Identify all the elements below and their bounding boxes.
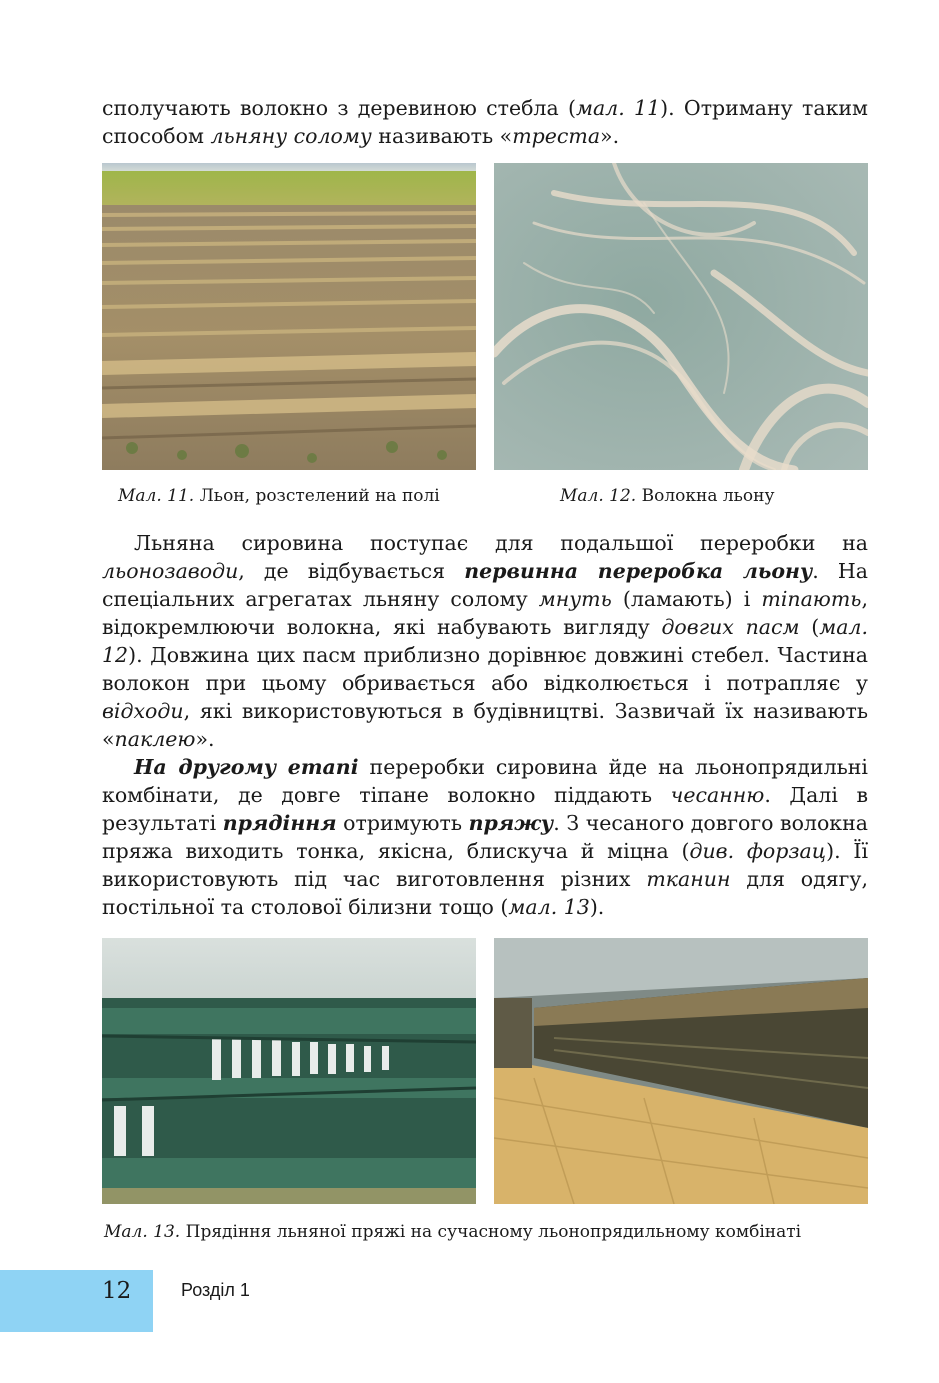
text-run: . На спеціальних агрегатах льняну солому <box>102 559 869 611</box>
caption-text: Прядіння льняної пряжі на сучасному льонопрядильному комбінаті <box>185 1222 802 1242</box>
term: тіпають <box>761 587 862 611</box>
text-run: , де відбувається <box>238 559 465 583</box>
key-term: На другому етапі <box>134 755 359 779</box>
text-run: сполучають волокно з деревиною стебла ( <box>102 96 576 120</box>
key-term: пряжу <box>468 811 554 835</box>
figure-12-caption <box>560 485 775 507</box>
caption-ref: Мал. 11. <box>118 486 195 506</box>
term: мнуть <box>538 587 612 611</box>
caption-text: Волокна льону <box>641 486 775 506</box>
term: тканин <box>646 867 731 891</box>
text-run: ). Довжина цих пасм приблизно дорівнює довжині стебел. Частина волокон при цьому обривається або відколюється і потрапляє у <box>102 643 868 695</box>
figure-reference: мал. 13 <box>508 895 590 919</box>
text-run: (ламають) і <box>611 587 762 611</box>
text-run: ). <box>589 895 605 919</box>
text-run: отримують <box>336 811 469 835</box>
spinning-mill-photo-left <box>102 938 476 1204</box>
term: див. форзац <box>689 839 827 863</box>
figure-11-caption <box>118 485 440 507</box>
text-run: переробки сировина йде на льонопрядильні комбінати, де довге тіпане волокно піддають <box>102 755 868 807</box>
text-run: Льняна сировина поступає для подальшої переробки на <box>134 531 868 555</box>
text-run: ). Отриману таким способом <box>102 96 868 148</box>
text-run: називають « <box>371 124 513 148</box>
text-run: ». <box>600 124 620 148</box>
figure-reference: мал. 12 <box>102 615 868 667</box>
spinning-mill-photo-right <box>494 938 868 1204</box>
text-run: ». <box>195 727 215 751</box>
key-term: первинна переробка льону <box>464 559 813 583</box>
text-run: ). Її використовують під час виготовлення різних <box>102 839 869 891</box>
text-run: ( <box>799 615 820 639</box>
key-term: прядіння <box>222 811 337 835</box>
flax-field-photo <box>102 163 476 470</box>
caption-ref: Мал. 12. <box>560 486 637 506</box>
caption-text: Льон, розстелений на полі <box>199 486 440 506</box>
figure-13-caption <box>104 1221 801 1243</box>
term: льняну солому <box>210 124 372 148</box>
text-run: . З чесаного довгого волокна пряжа виходить тонка, якісна, блискуча й міцна ( <box>102 811 868 863</box>
intro-paragraph <box>102 94 868 150</box>
section-label: Розділ 1 <box>181 1280 250 1300</box>
paragraph-primary-processing <box>102 529 868 753</box>
term: паклею <box>114 727 196 751</box>
text-run: , які використовуються в будівництві. Зазвичай їх називають « <box>102 699 868 751</box>
flax-fibers-photo <box>494 163 868 470</box>
figure-reference: мал. 11 <box>575 96 661 120</box>
term: льонозаводи <box>102 559 239 583</box>
text-run: , відокремлюючи волокна, які набувають вигляду <box>102 587 868 639</box>
paragraph-second-stage <box>102 753 868 921</box>
text-run: . Далі в результаті <box>102 783 868 835</box>
term: треста <box>512 124 601 148</box>
text-run: для одягу, постільної та столової білизни тощо ( <box>102 867 869 919</box>
page-number: 12 <box>102 1278 132 1304</box>
term: відходи <box>102 699 184 723</box>
term: чесанню <box>670 783 765 807</box>
term: довгих пасм <box>661 615 800 639</box>
caption-ref: Мал. 13. <box>104 1222 181 1242</box>
